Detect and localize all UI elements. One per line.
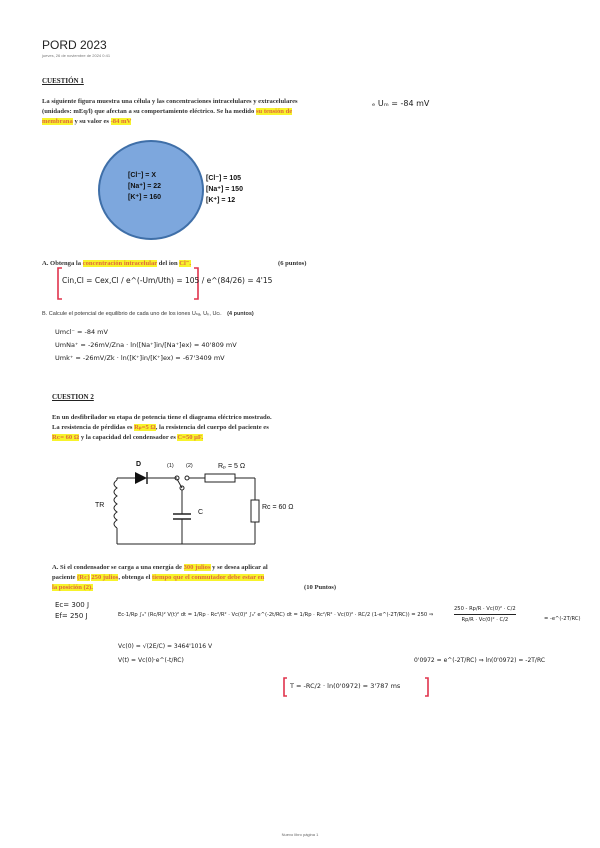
- outside-na: [Na⁺] = 150: [206, 186, 243, 193]
- answer-2a-result: T = -RC/2 · ln(0'0972) = 3'787 ms: [290, 682, 401, 690]
- q2-line-3: Rᴄ= 60 Ω y la capacidad del condensador es C=50 μF.: [52, 434, 203, 441]
- question-1a-points: (6 puntos): [278, 260, 307, 267]
- page-footer: Nuevo libro página 1: [281, 832, 319, 837]
- rc-resistor: [251, 500, 259, 522]
- question-1b-prompt: B. Calcule el potencial de equilibrio de cada uno de los iones Uₙₐ, Uₖ, Uᴄₗ. (4 puntos): [42, 311, 254, 317]
- answer-1a-work: Cin,Cl = Cex,Cl / e^(-Um/Uth) = 105 / e^(84/26) = 4'15: [62, 276, 273, 285]
- rp-label: Rₚ = 5 Ω: [218, 463, 246, 470]
- diode-label: D: [136, 461, 142, 468]
- voltage-function: V(t) = Vc(0)·e^(-t/RC): [118, 657, 184, 664]
- intracellular-concentrations: [128, 170, 161, 203]
- answer-1b-line-3: Umk⁺ = -26mV/Zk · ln([K⁺]in/[K⁺]ex) = -67'3409 mV: [55, 354, 225, 362]
- q2-line-1: En un desfibrilador su etapa de potencia tiene el diagrama eléctrico mostrado.: [52, 414, 272, 421]
- diode-symbol: [135, 472, 147, 484]
- question-1-heading: CUESTIÓN 1: [42, 77, 84, 85]
- given-ef: Ef= 250 J: [55, 612, 88, 620]
- given-energies: [55, 600, 89, 622]
- outside-k: [K⁺] = 12: [206, 197, 236, 204]
- question-1a-prompt: A. Obtenga la concentración intracelular del ion Cl⁻.: [42, 260, 192, 267]
- transformer-coil: [114, 480, 117, 528]
- q2a-line-2: paciente (Rᴄ) 250 julios, obtenga el tiempo que el conmutador debe estar en: [52, 574, 265, 581]
- extracellular-concentrations: [206, 173, 243, 206]
- page-timestamp: jueves, 26 de noviembre de 2024 0:41: [42, 53, 111, 58]
- inside-k: [K⁺] = 160: [128, 194, 162, 201]
- rp-resistor: [205, 474, 235, 482]
- log-equation: 0'0972 = e^(-2T/RC) ⇒ ln(0'0972) = -2T/RC: [414, 657, 546, 664]
- answer-1b-line-1: Umcl⁻ = -84 mV: [55, 328, 108, 336]
- switch-position-1: (1): [167, 463, 174, 469]
- fraction-numerator: 250 - Rp/R · Vc(0)² · C/2: [454, 606, 516, 612]
- capacitor-label: C: [198, 509, 204, 516]
- question-2-heading: CUESTION 2: [52, 393, 94, 401]
- answer-1b-line-2: UmNa⁺ = -26mV/Zna · ln([Na⁺]in/[Na⁺]ex) = 40'809 mV: [55, 341, 237, 349]
- energy-integral: Ec·1/Rp ∫₀ᵀ (Rc/R)² V(t)² dt = 1/Rp · Rc²/R² · Vc(0)² ∫₀ᵀ e^(-2t/RC) dt = 1/Rp · Rc²/R² · Vc(0)² · RC/2 (1-e^(-2T/RC)) = 250 ⇒: [118, 612, 434, 618]
- energy-fraction: [454, 606, 516, 623]
- outside-cl: [Cl⁻] = 105: [206, 175, 242, 182]
- fraction-denominator: Rp/R · Vc(0)² · C/2: [461, 617, 509, 623]
- fraction-bar: [454, 614, 516, 615]
- page-title: PORD 2023: [42, 38, 107, 52]
- capacitor-voltage: Vc(0) = √(2E/C) = 3464'1016 V: [118, 643, 213, 650]
- question-1-intro: [42, 97, 342, 127]
- inside-na: [Na⁺] = 22: [128, 183, 162, 190]
- question-2-intro: [52, 413, 382, 443]
- transformer-label: TR: [95, 502, 105, 509]
- question-2a-points: (10 Puntos): [304, 584, 337, 591]
- inside-cl: [Cl⁻] = X: [128, 172, 157, 179]
- q2a-line-3: la posición (2).: [52, 584, 93, 591]
- fraction-rhs: = -e^(-2T/RC): [544, 616, 581, 622]
- rc-label: Rᴄ = 60 Ω: [262, 504, 294, 511]
- intro-line-1: La siguiente figura muestra una célula y las concentraciones intracelulares y extracelulares: [42, 98, 298, 105]
- margin-note: ₑ Uₘ = -84 mV: [372, 99, 430, 108]
- given-ec: Ec= 300 J: [55, 601, 90, 609]
- answer-1b-work: [55, 326, 237, 365]
- question-2a-prompt: [52, 563, 392, 593]
- switch-position-2: (2): [186, 463, 193, 469]
- q2-line-2: La resistencia de pérdidas es Rₚ=5 Ω, la resistencia del cuerpo del paciente es: [52, 424, 269, 431]
- intro-line-3: membrana y su valor es -84 mV: [42, 118, 132, 125]
- q2a-line-1: A. Si el condensador se carga a una energía de 300 julios y se desea aplicar al: [52, 564, 268, 571]
- intro-line-2: (unidades: mEq/l) que afectan a su comportamiento eléctrico. Se ha medido su tensión de: [42, 108, 293, 115]
